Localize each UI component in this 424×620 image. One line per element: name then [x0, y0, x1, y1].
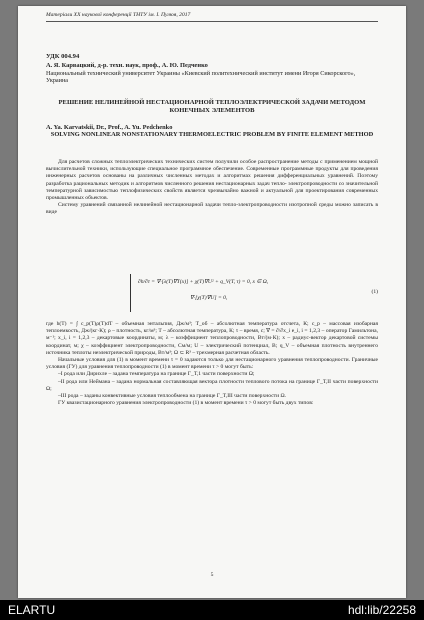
paragraph: Начальные условия для (1) в момент времени τ = 0 задаются только для нестационарного уравнения теплопроводности. Граничные условия (ГУ) для уравнения теплопроводности (1) в момент времени τ > 0 могут быть:	[46, 357, 378, 371]
list-item: –III рода – заданы конвективные условия теплообмена на границе Γ_T,III части поверхности Ω.	[58, 393, 287, 400]
paragraph: Для расчетов сложных теплоэлектрических технических систем получили особое распространение методы с применением мощной вычислительной техники, использующие специальное программное обеспечение. Современные программные продукты для проведения инженерных расчетов основаны на различных численных методах и алгоритмах решения дифференциальных уравнений. Поэтому разработка рациональных методик и алгоритмов численного решения нестационарных задач тепло- электропроводности со значительной температурной зависимостью теплофизических свойств является чрезвычайно важной и актуальной для проектирования современных промышленных объектов.	[46, 159, 378, 202]
paragraph: где h(T) = ∫ c_p(T)ρ(T)dT – объемная энтальпия, Дж/м³; T_об – абсолютная температура отсчета, К; c_p – массовая изобарная теплоемкость, Дж/(кг·К); ρ – плотность, кг/м³; T – абсолютная температура, К; τ – время, с; ∇ = ∂/∂x_i e_i, i = 1,2,3 – оператор Гамильтона, м⁻¹; x_i, i = 1,2,3 – декартовые координаты, м; λ – коэффициент теплопроводности, Вт/(м·К); x – радиус-вектор декартовой системы координат, м; χ – коэффициент электропроводности, См/м; U – электрический потенциал, В; q_V – объемная плотность внутреннего источника теплоты неэлектрической природы, Вт/м³; Ω ⊂ R³ – трехмерная расчетная область.	[46, 321, 378, 356]
body-text-bottom	[46, 321, 378, 407]
english-block	[46, 124, 378, 139]
authors-en: A. Ya. Karvatskii, Dr., Prof., A. Yu. Pedchenko	[46, 124, 173, 131]
repository-name: ELARTU	[8, 603, 56, 617]
running-header: Матеріали XX наукової конференції ТНТУ ім. І. Пулюя, 2017	[46, 12, 191, 18]
equation-number: (1)	[371, 289, 378, 295]
equation-line: ∇·[χ(T)∇U] = 0,	[190, 295, 228, 301]
udk-code: УДК 004.94	[46, 53, 80, 60]
equation-brace	[130, 274, 131, 312]
affiliation: Национальный технический университет Украины «Киевский политехнический институт имени Игоря Сикорского», Украина	[46, 70, 356, 85]
page-number: 5	[210, 572, 214, 578]
paragraph: Систему уравнений связанной нелинейной нестационарной задачи тепло-электропроводности изотропной среды можно записать в виде	[46, 202, 378, 216]
equation-system	[130, 274, 330, 314]
document-page	[18, 6, 406, 598]
repository-footer	[0, 600, 424, 620]
paragraph: ГУ квазистационарного уравнения электропроводности (1) в момент времени τ > 0 могут быть двух типов:	[58, 400, 314, 407]
equation-line: ∂h/∂τ = ∇·[λ(T)∇T(x)] + χ(T)∇U² + q_V(T, τ) = 0, x ∈ Ω,	[138, 279, 269, 285]
list-item: –II рода или Неймана – задана нормальная составляющая вектора плотности теплового потока на границе Γ_T,II части поверхности Ω;	[46, 378, 378, 392]
authors-ru: А. Я. Карвацкий, д-р. техн. наук, проф., А. Ю. Педченко	[46, 62, 208, 69]
list-item: –I рода или Дирихле – задана температура на границе Γ_T,1 части поверхности Ω;	[58, 371, 255, 378]
header-rule	[46, 21, 378, 22]
body-text-top	[46, 159, 378, 217]
title-ru-block	[46, 99, 378, 114]
title-en: SOLVING NONLINEAR NONSTATIONARY THERMOELECTRIC PROBLEM BY FINITE ELEMENT METHOD	[50, 131, 374, 139]
handle-link[interactable]: hdl:lib/22258	[347, 603, 416, 617]
affiliation-block	[46, 70, 378, 85]
title-ru: РЕШЕНИЕ НЕЛИНЕЙНОЙ НЕСТАЦИОНАРНОЙ ТЕПЛОЭЛЕКТРИЧЕСКОЙ ЗАДАЧИ МЕТОДОМ КОНЕЧНЫХ ЭЛЕМЕНТОВ	[58, 99, 366, 114]
